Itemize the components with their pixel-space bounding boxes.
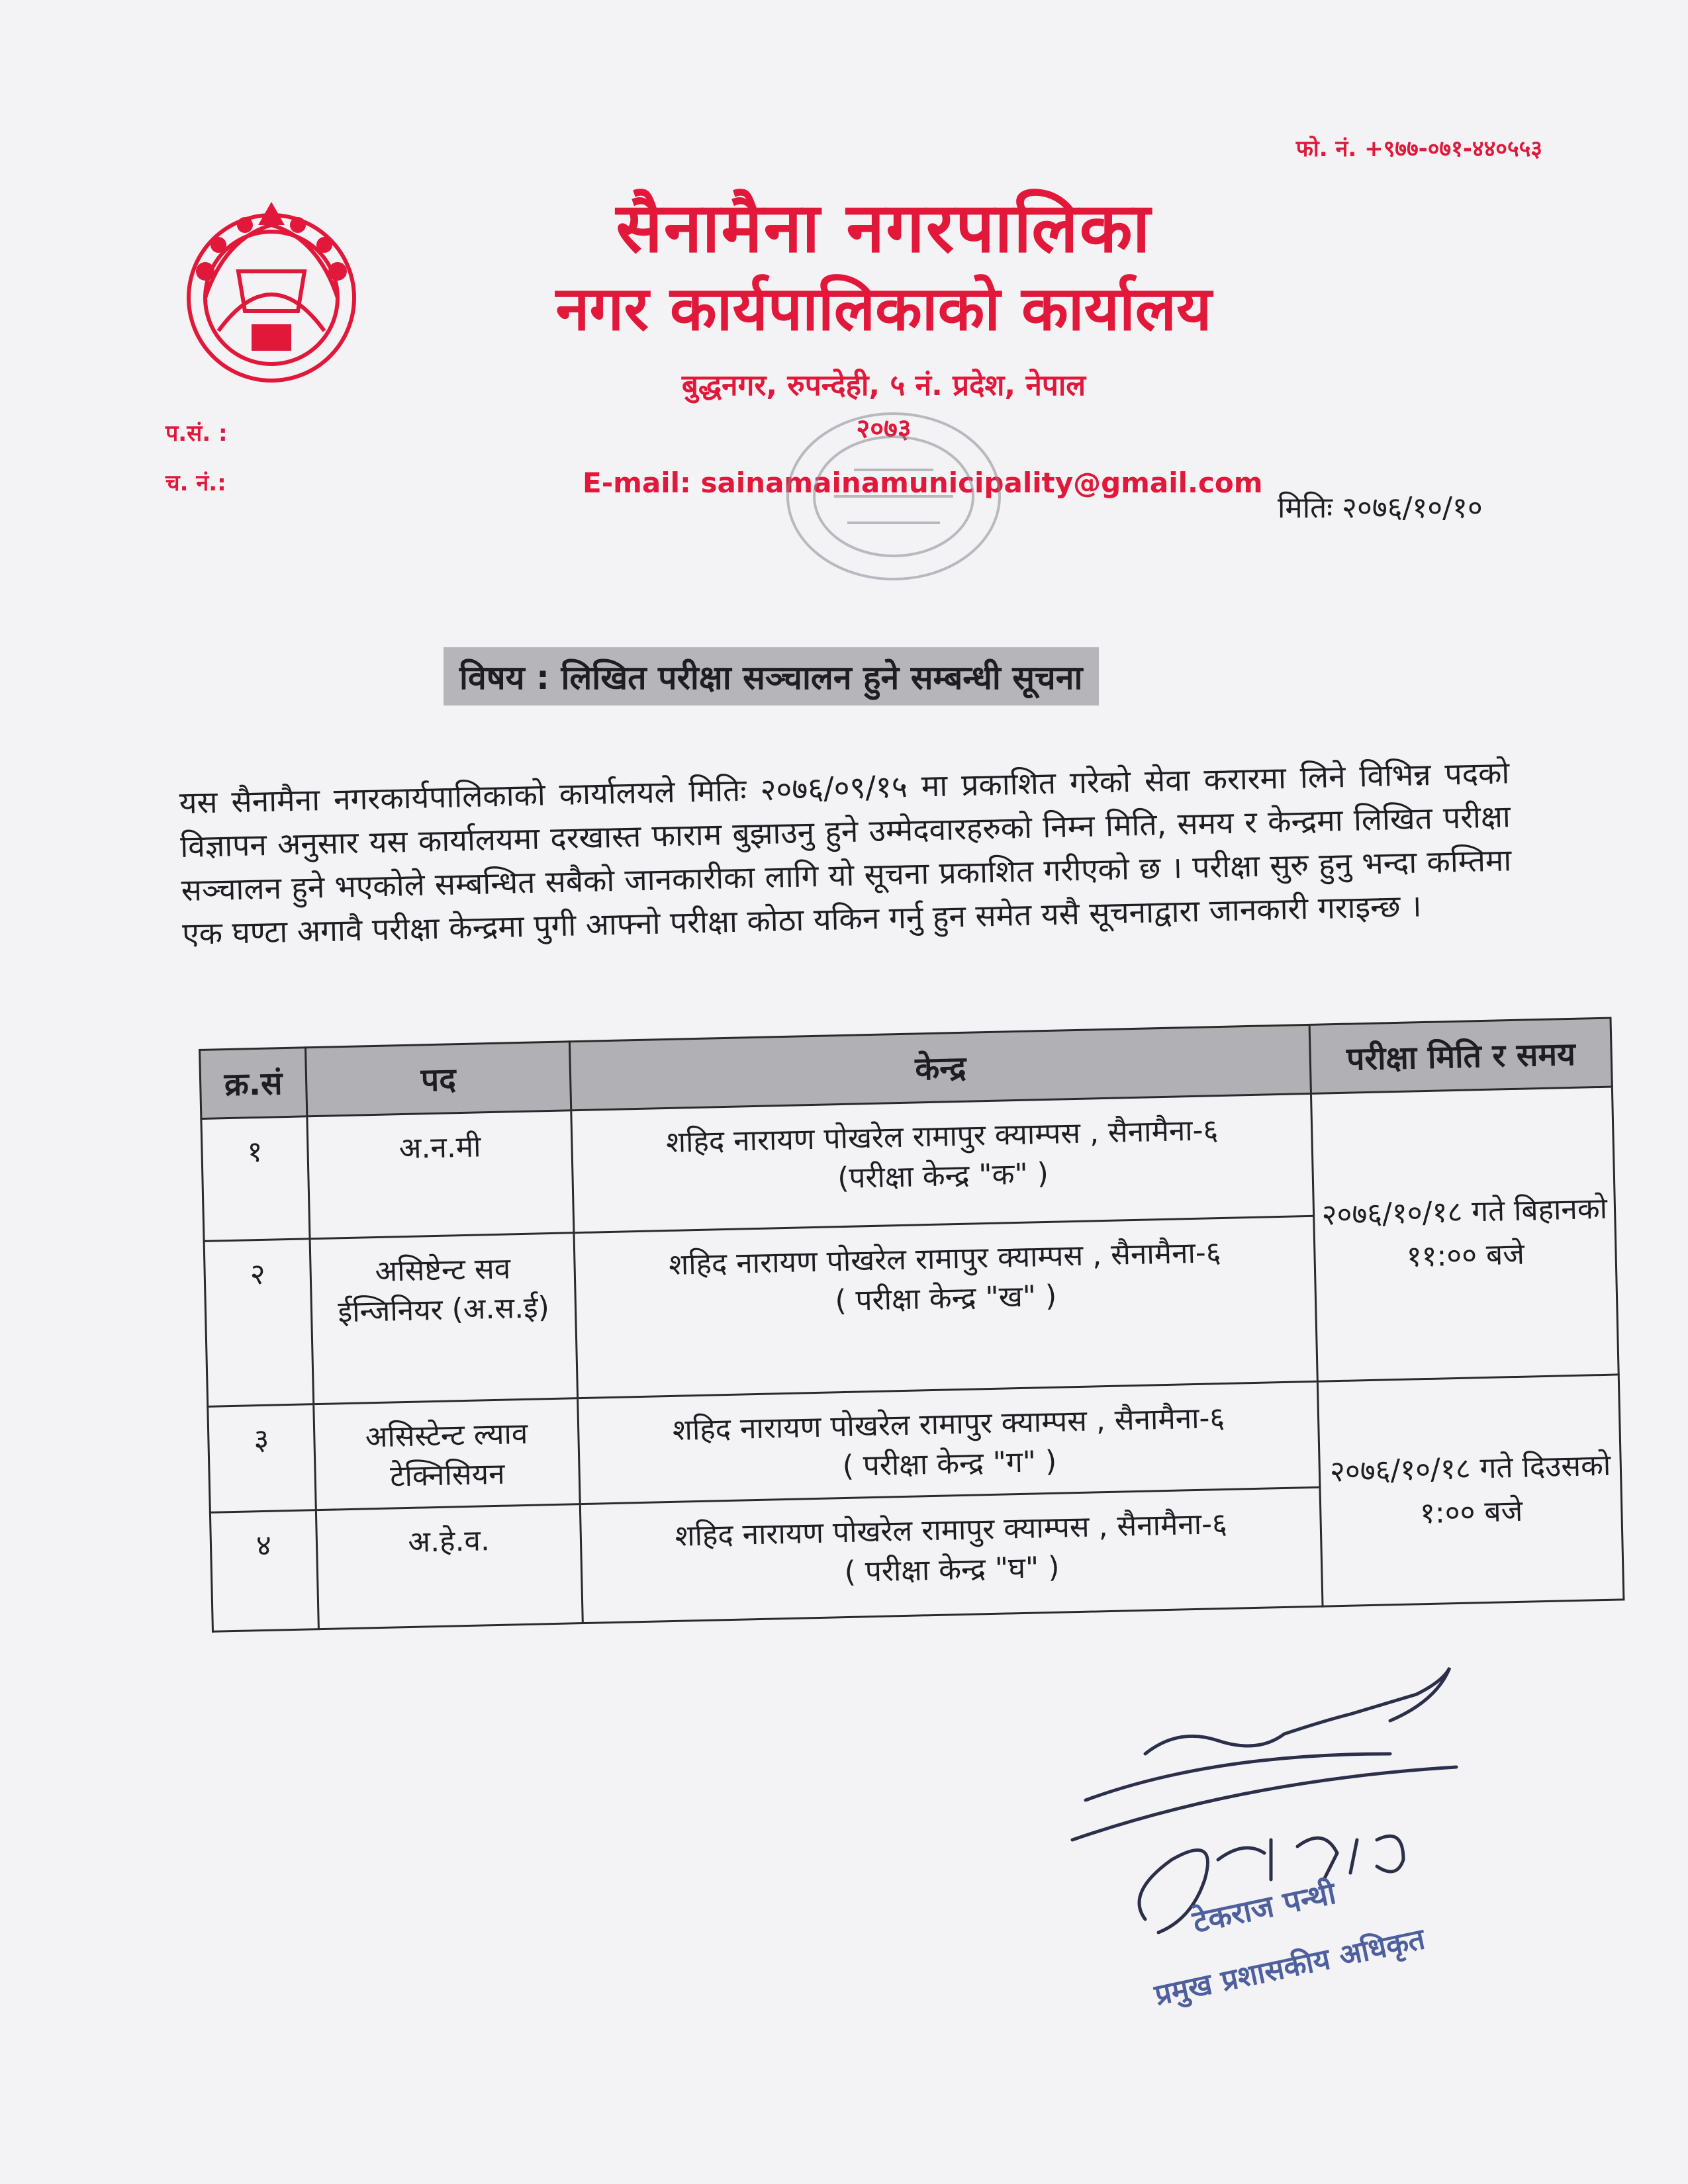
notice-date: मितिः २०७६/१०/१० [1278, 491, 1483, 525]
center-name: शहिद नारायण पोखरेल रामापुर क्याम्पस , सैनामैना-६ [675, 1506, 1228, 1553]
exam-schedule-table [199, 1017, 1624, 1633]
dispatch-number-label: च. नं.: [165, 470, 226, 496]
center-note: (परीक्षा केन्द्र "क" ) [837, 1156, 1049, 1196]
office-address: बुद्धनगर, रुपन्देही, ५ नं. प्रदेश, नेपाल [681, 369, 1086, 402]
header-serial: क्र.सं [200, 1048, 307, 1119]
row-serial: ३ [208, 1404, 316, 1513]
center-name: शहिद नारायण पोखरेल रामापुर क्याम्पस , सैनामैना-६ [672, 1400, 1225, 1447]
header-center: केन्द्र [570, 1024, 1311, 1110]
row-serial: ४ [210, 1510, 318, 1632]
row-post: असिष्टेन्ट सव ईन्जिनियर (अ.स.ई) [310, 1233, 578, 1404]
notice-subject: विषय : लिखित परीक्षा सञ्चालन हुने सम्बन्धी सूचना [444, 647, 1099, 705]
office-title: नगर कार्यपालिकाको कार्यालय [555, 273, 1212, 344]
center-note: ( परीक्षा केन्द्र "घ" ) [844, 1550, 1060, 1590]
center-name: शहिद नारायण पोखरेल रामापुर क्याम्पस , सैनामैना-६ [665, 1113, 1219, 1160]
row-schedule: २०७६/१०/१८ गते दिउसको १:०० बजे [1318, 1375, 1624, 1606]
center-note: ( परीक्षा केन्द्र "ख" ) [834, 1279, 1057, 1318]
signer-title: प्रमुख प्रशासकीय अधिकृत [1151, 1922, 1429, 2013]
row-serial: २ [204, 1239, 314, 1407]
established-year: २०७३ [856, 414, 912, 444]
letter-number-label: प.सं. : [165, 420, 228, 447]
office-email: E-mail: sainamainamunicipality@gmail.com [583, 467, 1263, 499]
center-name: शहिद नारायण पोखरेल रामापुर क्याम्पस , सैनामैना-६ [668, 1236, 1222, 1282]
row-center [574, 1216, 1317, 1398]
row-center [571, 1093, 1314, 1232]
header-schedule: परीक्षा मिति र समय [1310, 1018, 1613, 1093]
center-note: ( परीक्षा केन्द्र "ग" ) [842, 1444, 1057, 1484]
row-schedule: २०७६/१०/१८ गते बिहानको ११:०० बजे [1311, 1087, 1618, 1381]
row-center [578, 1381, 1320, 1504]
header-post: पद [305, 1042, 571, 1116]
row-post: अ.न.मी [307, 1111, 575, 1239]
municipality-title: सैनामैना नगरपालिका [616, 187, 1152, 268]
office-stamp-icon [774, 397, 1013, 596]
row-center [581, 1487, 1323, 1623]
signer-name: टेकराज पन्थी [1189, 1874, 1339, 1940]
phone-number: फो. नं. +९७७-०७१-४४०५५३ [1295, 136, 1542, 162]
row-post: असिस्टेन्ट ल्याव टेक्निसियन [314, 1398, 581, 1510]
row-serial: १ [201, 1116, 310, 1242]
notice-body: यस सैनामैना नगरकार्यपालिकाको कार्यालयले मितिः २०७६/०९/१५ मा प्रकाशित गरेको सेवा करारमा लिने विभिन्न पदको विज्ञापन अनुसार यस कार्यालयमा दरखास्त फाराम बुझाउनु हुने उम्मेदवारहरुको निम्न मिति, समय र केन्द्रमा लिखित परीक्षा सञ्चालन हुने भएकोले सम्बन्धित सबैको जानकारीका लागि यो सूचना प्रकाशित गरीएको छ । परीक्षा सुरु हुनु भन्दा कम्तिमा एक घण्टा अगावै परीक्षा केन्द्रमा पुगी आफ्नो परीक्षा कोठा यकिन गर्नु हुन समेत यसै सूचनाद्वारा जानकारी गराइन्छ । [179, 754, 1512, 952]
row-post: अ.हे.व. [316, 1504, 583, 1629]
